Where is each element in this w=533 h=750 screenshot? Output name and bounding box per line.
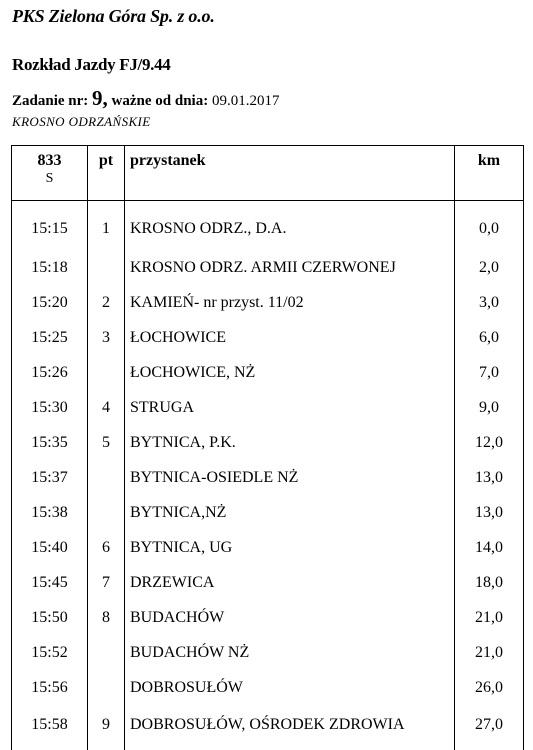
table-row xyxy=(12,530,524,565)
table-row xyxy=(12,201,524,251)
valid-from-date: 09.01.2017 xyxy=(212,93,280,109)
time-cell: 15:35 xyxy=(12,425,88,460)
pt-cell: 2 xyxy=(88,285,125,320)
header-course xyxy=(12,146,88,201)
km-cell: 6,0 xyxy=(455,320,524,355)
table-header-row xyxy=(12,146,524,201)
km-cell: 12,0 xyxy=(455,425,524,460)
task-label: Zadanie nr: xyxy=(12,93,88,109)
km-cell: 21,0 xyxy=(455,635,524,670)
stop-cell: BUDACHÓW NŻ xyxy=(125,635,455,670)
pt-cell: 3 xyxy=(88,320,125,355)
time-cell: 15:45 xyxy=(12,565,88,600)
pt-cell xyxy=(88,670,125,705)
time-cell: 15:25 xyxy=(12,320,88,355)
km-cell: 13,0 xyxy=(455,495,524,530)
stop-cell: DOBROSUŁÓW xyxy=(125,670,455,705)
table-row xyxy=(12,670,524,705)
stop-cell: DRZEWICA xyxy=(125,565,455,600)
stop-cell: ŁOCHOWICE xyxy=(125,320,455,355)
timetable xyxy=(11,145,524,750)
valid-from-label: ważne od dnia: xyxy=(112,93,209,109)
stop-cell: BYTNICA-OSIEDLE NŻ xyxy=(125,460,455,495)
km-cell: 2,0 xyxy=(455,250,524,285)
table-row xyxy=(12,320,524,355)
km-cell: 27,0 xyxy=(455,705,524,750)
time-cell: 15:40 xyxy=(12,530,88,565)
timetable-body xyxy=(12,201,524,750)
pt-cell: 6 xyxy=(88,530,125,565)
km-cell: 14,0 xyxy=(455,530,524,565)
schedule-title: Rozkład Jazdy FJ/9.44 xyxy=(12,55,171,75)
header-pt: pt xyxy=(88,146,125,201)
stop-cell: BUDACHÓW xyxy=(125,600,455,635)
stop-cell: KAMIEŃ- nr przyst. 11/02 xyxy=(125,285,455,320)
km-cell: 26,0 xyxy=(455,670,524,705)
task-line xyxy=(12,86,279,111)
km-cell: 3,0 xyxy=(455,285,524,320)
time-cell: 15:38 xyxy=(12,495,88,530)
stop-cell: BYTNICA,NŻ xyxy=(125,495,455,530)
stop-cell: STRUGA xyxy=(125,390,455,425)
pt-cell: 8 xyxy=(88,600,125,635)
header-stop: przystanek xyxy=(125,146,455,201)
header-course-sub: S xyxy=(17,170,82,188)
table-row xyxy=(12,250,524,285)
time-cell: 15:52 xyxy=(12,635,88,670)
time-cell: 15:30 xyxy=(12,390,88,425)
table-row xyxy=(12,705,524,750)
header-km: km xyxy=(455,146,524,201)
time-cell: 15:15 xyxy=(12,201,88,251)
km-cell: 0,0 xyxy=(455,201,524,251)
pt-cell: 9 xyxy=(88,705,125,750)
pt-cell: 5 xyxy=(88,425,125,460)
table-row xyxy=(12,495,524,530)
pt-cell xyxy=(88,250,125,285)
stop-cell: DOBROSUŁÓW, OŚRODEK ZDROWIA xyxy=(125,705,455,750)
table-row xyxy=(12,600,524,635)
company-name: PKS Zielona Góra Sp. z o.o. xyxy=(12,6,215,27)
time-cell: 15:20 xyxy=(12,285,88,320)
table-row xyxy=(12,565,524,600)
time-cell: 15:37 xyxy=(12,460,88,495)
stop-cell: BYTNICA, P.K. xyxy=(125,425,455,460)
pt-cell xyxy=(88,495,125,530)
time-cell: 15:50 xyxy=(12,600,88,635)
pt-cell xyxy=(88,635,125,670)
table-row xyxy=(12,635,524,670)
km-cell: 7,0 xyxy=(455,355,524,390)
table-row xyxy=(12,390,524,425)
pt-cell xyxy=(88,355,125,390)
time-cell: 15:58 xyxy=(12,705,88,750)
km-cell: 13,0 xyxy=(455,460,524,495)
header-course-number: 833 xyxy=(38,152,62,169)
stop-cell: KROSNO ODRZ., D.A. xyxy=(125,201,455,251)
km-cell: 21,0 xyxy=(455,600,524,635)
table-row xyxy=(12,285,524,320)
stop-cell: BYTNICA, UG xyxy=(125,530,455,565)
pt-cell: 1 xyxy=(88,201,125,251)
stop-cell: ŁOCHOWICE, NŻ xyxy=(125,355,455,390)
pt-cell: 7 xyxy=(88,565,125,600)
city-name: KROSNO ODRZAŃSKIE xyxy=(12,114,151,130)
km-cell: 18,0 xyxy=(455,565,524,600)
stop-cell: KROSNO ODRZ. ARMII CZERWONEJ xyxy=(125,250,455,285)
table-row xyxy=(12,355,524,390)
time-cell: 15:18 xyxy=(12,250,88,285)
table-row xyxy=(12,460,524,495)
pt-cell xyxy=(88,460,125,495)
time-cell: 15:56 xyxy=(12,670,88,705)
pt-cell: 4 xyxy=(88,390,125,425)
table-row xyxy=(12,425,524,460)
km-cell: 9,0 xyxy=(455,390,524,425)
task-number: 9, xyxy=(92,86,108,110)
time-cell: 15:26 xyxy=(12,355,88,390)
